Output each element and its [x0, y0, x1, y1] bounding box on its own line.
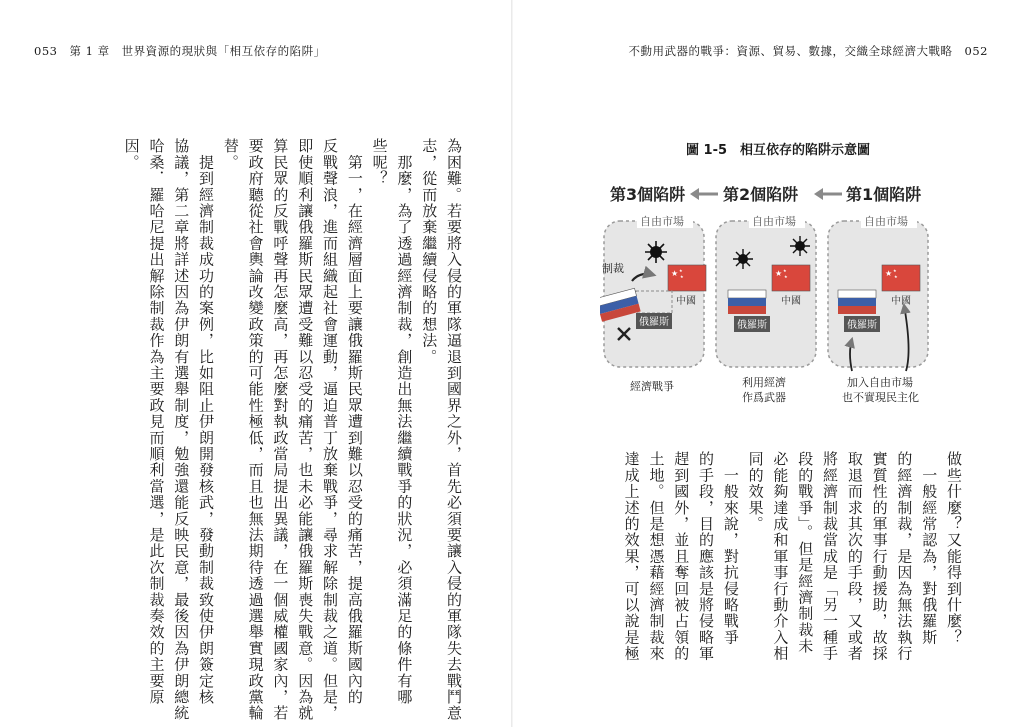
russia-label: 俄羅斯 [639, 317, 669, 328]
right-line: 做些什麼？又能得到什麼？ [945, 451, 963, 646]
left-line: 哈桑．羅哈尼提出解除制裁作為主要政見而順利當選，是此次制裁奏效的主要原 [147, 138, 166, 705]
left-line: 算民眾的反戰呼聲再怎麼高，再怎麼對執政當局提出異議，在一個威權國家內，若 [271, 138, 290, 722]
left-line: 協議，第二章將詳述因為伊朗有選舉制度，勉強還能反映民意，最後因為伊朗總統 [172, 138, 191, 722]
russia-flag-icon [838, 290, 876, 314]
left-arrow-icon [814, 188, 842, 200]
left-line: 那麼，為了透過經濟制裁，創造出無法繼續戰爭的狀況，必須滿足的條件有哪 [395, 138, 414, 705]
right-line: 一般來說，對抗侵略戰爭 [721, 451, 740, 646]
left-line: 替。 [221, 138, 240, 171]
right-line: 取退而求其次的手段，又或者 [845, 451, 864, 662]
svg-text:★: ★ [893, 268, 897, 273]
figure-1-5 [600, 133, 955, 423]
free-market-label: 自由市場 [864, 215, 908, 228]
join-market-label-line2: 也不實現民主化 [842, 391, 919, 404]
right-line: 趕到國外，並且奪回被占領的 [672, 451, 691, 662]
right-line: 一般經常認為，對俄羅斯 [920, 451, 939, 646]
left-line: 些呢？ [370, 138, 389, 187]
running-head-left: 053 第 1 章 世界資源的現狀與「相互依存的陷阱」 [34, 44, 326, 58]
right-page-body [619, 451, 966, 673]
china-label: 中國 [781, 296, 801, 307]
left-line: 提到經濟制裁成功的案例，比如阻止伊朗開發核武，發動制裁致使伊朗簽定核 [197, 138, 216, 705]
figure-caption: 圖 1-5 相互依存的陷阱示意圖 [686, 143, 871, 158]
page-gutter [511, 0, 513, 727]
svg-text:★: ★ [784, 274, 788, 279]
svg-text:★: ★ [885, 269, 893, 278]
china-flag-icon [772, 265, 810, 291]
right-line: 土地。但是想憑藉經濟制裁來 [647, 451, 666, 662]
economy-weapon-label-line1: 利用經濟 [742, 376, 786, 389]
right-line: 同的效果。 [746, 451, 765, 532]
left-page-body [119, 138, 466, 722]
svg-text:★: ★ [671, 269, 679, 278]
china-flag-icon [668, 265, 706, 291]
explosion-icon [733, 249, 753, 269]
china-flag-icon [882, 265, 920, 291]
russia-label-tag [734, 316, 770, 332]
right-line: 段的戰爭」。但是經濟制裁未 [796, 451, 815, 655]
economy-weapon-label-line2: 作爲武器 [742, 391, 786, 404]
right-line: 的經濟制裁，是因為無法執行 [895, 451, 914, 662]
russia-label: 俄羅斯 [737, 320, 767, 331]
trap-1-label: 第1個陷阱 [846, 185, 922, 204]
free-market-label: 自由市場 [752, 215, 796, 228]
russia-flag-icon [728, 290, 766, 314]
left-arrow-icon [690, 188, 718, 200]
free-market-label: 自由市場 [640, 215, 684, 228]
russia-label-tag [844, 316, 880, 332]
trap-2-label: 第2個陷阱 [723, 185, 799, 204]
russia-label: 俄羅斯 [847, 320, 877, 331]
china-label: 中國 [891, 296, 911, 307]
left-line: 為困難。若要將入侵的軍隊逼退到國界之外，首先必須要讓入侵的軍隊失去戰鬥意 [445, 138, 463, 722]
explosion-icon [645, 241, 667, 263]
svg-text:★: ★ [679, 268, 683, 273]
right-line: 將經濟制裁當成是「另一種手 [821, 451, 840, 662]
right-line: 實質性的軍事行動援助，故採 [870, 451, 889, 662]
left-line: 志，從而放棄繼續侵略的想法。 [420, 138, 439, 365]
svg-text:★: ★ [894, 274, 898, 279]
interdependence-trap-diagram [600, 173, 955, 423]
svg-text:★: ★ [680, 274, 684, 279]
economic-war-label: 經濟戰爭 [630, 380, 674, 393]
svg-text:★: ★ [775, 269, 783, 278]
china-label: 中國 [676, 296, 696, 307]
running-head-right: 不動用武器的戰爭：資源、貿易、數據，交織全球經濟大戰略 052 [628, 44, 988, 58]
join-market-label-line1: 加入自由市場 [847, 376, 913, 389]
left-line: 要政府聽從社會輿論改變政策的可能性極低，而且也無法期待透過選舉實現政黨輪 [246, 138, 265, 722]
svg-text:★: ★ [783, 268, 787, 273]
russia-label-tag [636, 313, 672, 329]
left-line: 即使順利讓俄羅斯民眾遭受難以忍受的痛苦，也未必能讓俄羅斯喪失戰意。因為就 [296, 138, 315, 722]
sanction-label: 制裁 [602, 262, 624, 275]
left-line: 反戰聲浪，進而組織起社會運動，逼迫普丁放棄戰爭，尋求解除制裁之道。但是， [321, 138, 340, 722]
explosion-icon [790, 236, 810, 256]
left-line: 因。 [122, 138, 141, 171]
trap-3-label: 第3個陷阱 [610, 185, 686, 204]
left-line: 第一，在經濟層面上要讓俄羅斯民眾遭到難以忍受的痛苦，提高俄羅斯國內的 [345, 138, 364, 705]
right-line: 達成上述的效果，可以說是極 [622, 451, 641, 662]
right-line: 的手段，目的應該是將侵略軍 [697, 451, 716, 662]
right-line: 必能夠達成和軍事行動介入相 [771, 451, 790, 662]
